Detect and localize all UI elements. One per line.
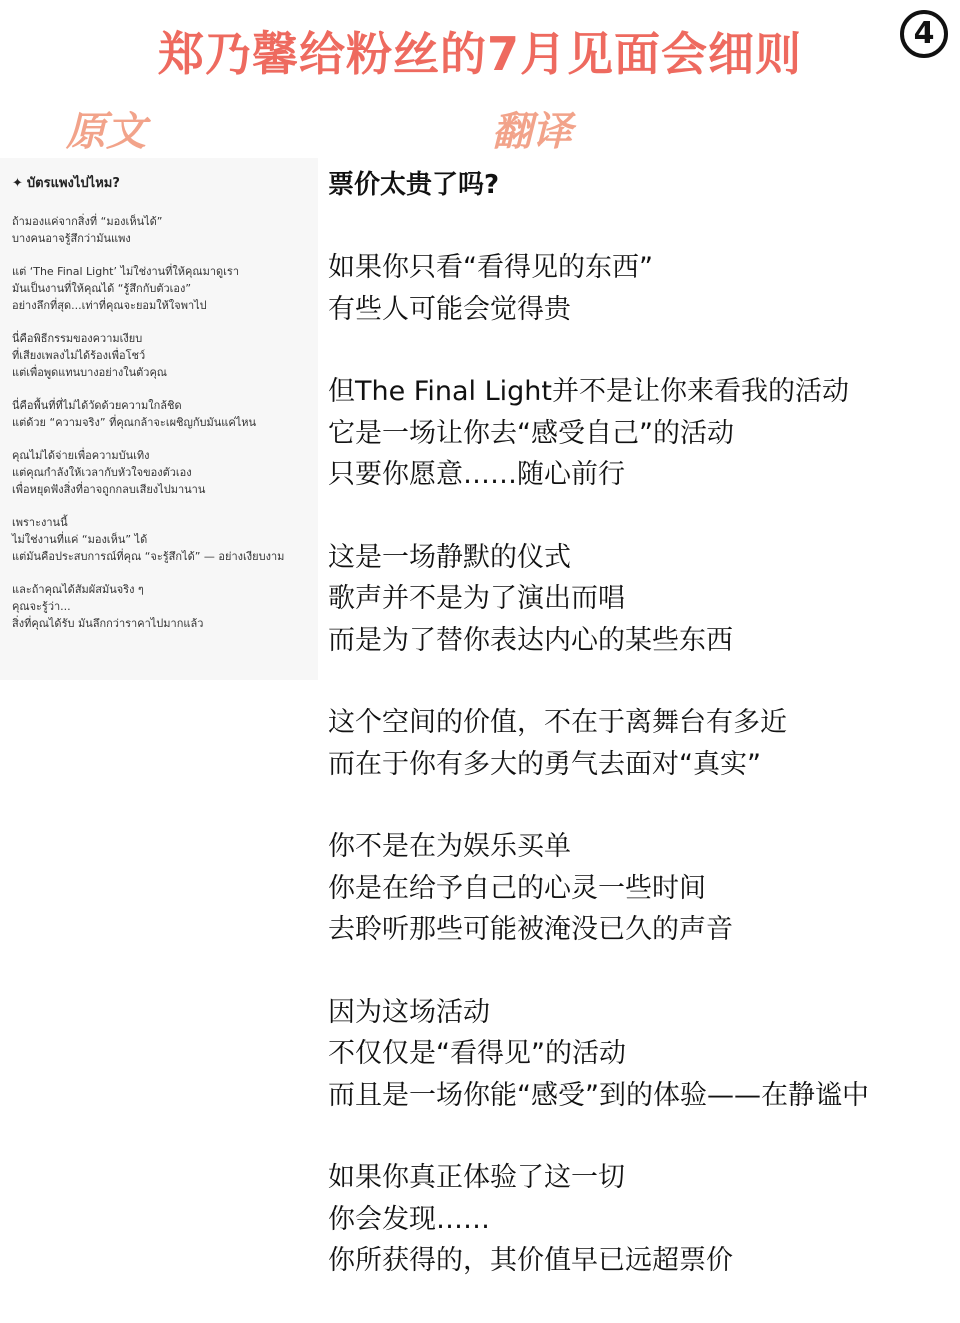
translation-paragraph: [328, 1157, 953, 1282]
original-line: ถ้ามองแค่จากสิ่งที่ “มองเห็นได้”: [12, 215, 163, 228]
original-line: เพื่อหยุดฟังสิ่งที่อาจถูกกลบเสียงไปมานาน: [12, 483, 206, 496]
translation-paragraph: [328, 371, 953, 496]
translation-line: 不仅仅是“看得见”的活动: [328, 1038, 626, 1069]
original-thai-panel: [0, 158, 318, 680]
translation-line: 这个空间的价值，不在于离舞台有多近: [328, 707, 787, 738]
translation-line: 你不是在为娱乐买单: [328, 831, 571, 862]
translation-line: 但The Final Light并不是让你来看我的活动: [328, 376, 849, 407]
original-paragraph: [12, 263, 318, 314]
translation-line: 而是为了替你表达内心的某些东西: [328, 624, 733, 656]
original-line: แต่มันคือประสบการณ์ที่คุณ “จะรู้สึกได้” — อย่างเงียบงาม: [12, 550, 285, 563]
original-paragraph: [12, 514, 318, 565]
page-title: 郑乃馨给粉丝的7月见面会细则: [157, 27, 802, 81]
translation-line: 只要你愿意……随心前行: [328, 459, 625, 490]
translation-line: 你所获得的，其价值早已远超票价: [328, 1245, 733, 1276]
original-line: แต่เพื่อพูดแทนบางอย่างในตัวคุณ: [12, 366, 168, 379]
original-line: นี่คือพื้นที่ที่ไม่ได้วัดด้วยความใกล้ชิด: [12, 399, 182, 412]
original-line: คุณไม่ได้จ่ายเพื่อความบันเทิง: [12, 449, 150, 462]
translation-column-label: 翻译: [492, 109, 572, 155]
translation-line: 因为这场活动: [328, 996, 490, 1028]
translation-line: 歌声并不是为了演出而唱: [328, 583, 625, 614]
original-line: สิ่งที่คุณได้รับ มันลึกกว่าราคาไปมากแล้ว: [12, 617, 204, 630]
translation-paragraph: [328, 702, 953, 785]
original-heading: [12, 172, 318, 193]
original-paragraph: [12, 213, 318, 247]
translation-heading: 票价太贵了吗?: [328, 170, 500, 200]
original-paragraph: [12, 581, 318, 632]
translation-paragraph: [328, 537, 953, 662]
translation-paragraph: [328, 247, 953, 330]
translation-column: [328, 164, 953, 1323]
translation-line: 如果你真正体验了这一切: [328, 1162, 625, 1193]
original-line: บางคนอาจรู้สึกว่ามันแพง: [12, 232, 131, 245]
original-line: ที่เสียงเพลงไม่ได้ร้องเพื่อโชว์: [12, 349, 146, 362]
translation-paragraph: [328, 992, 953, 1117]
original-line: และถ้าคุณได้สัมผัสมันจริง ๆ: [12, 583, 144, 596]
original-line: มันเป็นงานที่ให้คุณได้ “รู้สึกกับตัวเอง”: [12, 282, 192, 295]
original-line: แต่ ‘The Final Light’ ไม่ใช่งานที่ให้คุณมาดูเรา: [12, 265, 240, 278]
original-column-label: 原文: [66, 109, 146, 155]
page-number-badge: 4: [900, 10, 948, 58]
original-line: เพราะงานนี้: [12, 516, 68, 529]
original-line: อย่างลึกที่สุด...เท่าที่คุณจะยอมให้ใจพาไป: [12, 299, 207, 312]
translation-line: 有些人可能会觉得贵: [328, 293, 571, 325]
translation-line: 它是一场让你去“感受自己”的活动: [328, 417, 734, 449]
original-heading-text: บัตรแพงไปไหม?: [26, 176, 120, 191]
translation-line: 而在于你有多大的勇气去面对“真实”: [328, 748, 761, 780]
original-line: ไม่ใช่งานที่แค่ “มองเห็น” ได้: [12, 533, 148, 546]
original-line: คุณจะรู้ว่า...: [12, 600, 71, 613]
translation-line: 你是在给予自己的心灵一些时间: [328, 872, 706, 904]
sparkle-icon: ✦: [12, 176, 23, 191]
translation-paragraph: [328, 826, 953, 951]
translation-line: 你会发现……: [328, 1203, 490, 1235]
translation-line: 而且是一场你能“感受”到的体验——在静谧中: [328, 1079, 869, 1111]
original-paragraph: [12, 447, 318, 498]
original-line: นี่คือพิธีกรรมของความเงียบ: [12, 332, 143, 345]
translation-line: 这是一场静默的仪式: [328, 541, 571, 573]
original-paragraph: [12, 397, 318, 431]
translation-line: 如果你只看“看得见的东西”: [328, 252, 653, 283]
translation-line: 去聆听那些可能被淹没已久的声音: [328, 914, 733, 945]
original-line: แต่ด้วย “ความจริง” ที่คุณกล้าจะเผชิญกับมันแค่ไหน: [12, 416, 257, 429]
original-paragraph: [12, 330, 318, 381]
original-line: แต่คุณกำลังให้เวลากับหัวใจของตัวเอง: [12, 466, 192, 479]
